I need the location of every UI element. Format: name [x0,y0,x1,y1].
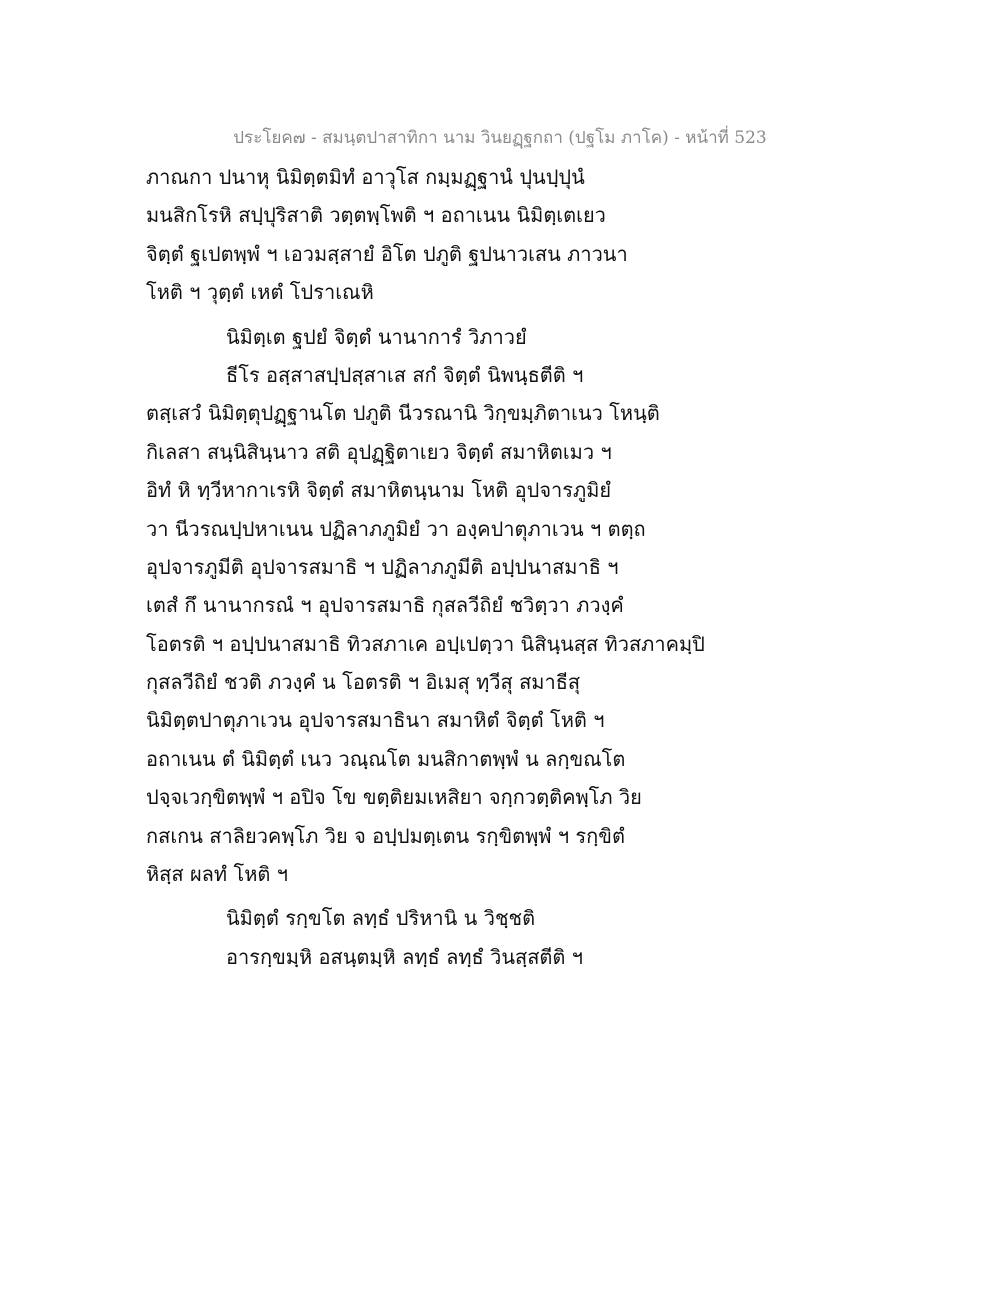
text-line: มนสิกโรหิ สปฺปุริสาติ วตฺตพฺโพติ ฯ อถาเนน นิมิตฺเตเยว [146,203,606,228]
running-header: ประโยค๗ - สมนฺตปาสาทิกา นาม วินยฏฺฐกถา (ปฐโม ภาโค) - หน้าที่ 523 [233,128,767,148]
text-line: โอตรติ ฯ อปฺปนาสมาธิ ทิวสภาเค อปฺเปตฺวา นิสินฺนสฺส ทิวสภาคมฺปิ [146,631,705,656]
text-line: เตสํ กึ นานากรณํ ฯ อุปจารสมาธิ กุสลวีถิยํ ชวิตฺวา ภวงฺคํ [146,593,624,618]
text-line: อถาเนน ตํ นิมิตฺตํ เนว วณฺณโต มนสิกาตพฺพํ น ลกฺขณโต [146,746,626,771]
text-line: นิมิตฺตปาตุภาเวน อุปจารสมาธินา สมาหิตํ จิตฺตํ โหติ ฯ [146,708,605,733]
text-line: วา นีวรณปฺปหาเนน ปฏิลาภภูมิยํ วา องฺคปาตุภาเวน ฯ ตตฺถ [146,516,646,541]
text-line: อิทํ หิ ทฺวีหากาเรหิ จิตฺตํ สมาหิตนฺนาม โหติ อุปจารภูมิยํ [146,478,612,503]
text-line: หิสฺส ผลทํ โหติ ฯ [146,862,288,887]
text-line: ภาณกา ปนาหุ นิมิตฺตมิทํ อาวุโส กมฺมฏฺฐานํ ปุนปฺปุนํ [146,165,585,189]
verse-line: ธีโร อสฺสาสปฺปสฺสาเส สกํ จิตฺตํ นิพนฺธตีติ ฯ [226,362,584,387]
text-line: กุสลวีถิยํ ชวติ ภวงฺคํ น โอตรติ ฯ อิเมสุ ทฺวีสุ สมาธีสุ [146,670,581,695]
verse-line: นิมิตฺเต ฐปยํ จิตฺตํ นานาการํ วิภาวยํ [226,324,527,349]
text-line: จิตฺตํ ฐเปตพฺพํ ฯ เอวมสฺสายํ อิโต ปภูติ ฐปนาวเสน ภาวนา [146,241,628,266]
text-line: ปจฺจเวกฺขิตพฺพํ ฯ อปิจ โข ขตฺติยมเหสิยา จกฺกวตฺติคพฺโภ วิย [146,785,642,810]
text-line: กสเกน สาลิยวคพฺโภ วิย จ อปฺปมตฺเตน รกฺขิตพฺพํ ฯ รกฺขิตํ [146,823,625,848]
verse-line: นิมิตฺตํ รกฺขโต ลทฺธํ ปริหานิ น วิชฺชติ [226,906,536,931]
text-line: กิเลสา สนฺนิสินฺนาว สติ อุปฏฺฐิตาเยว จิตฺตํ สมาหิตเมว ฯ [146,439,612,464]
text-line: โหติ ฯ วุตฺตํ เหตํ โปราเณหิ [146,280,374,305]
text-line: อุปจารภูมีติ อุปจารสมาธิ ฯ ปฏิลาภภูมีติ อปฺปนาสมาธิ ฯ [146,554,619,579]
body-text [146,158,866,976]
text-line: ตสฺเสวํ นิมิตฺตุปฏฺฐานโต ปภูติ นีวรณานิ วิกฺขมฺภิตาเนว โหนฺติ [146,401,660,426]
verse-line: อารกฺขมฺหิ อสนฺตมฺหิ ลทฺธํ ลทฺธํ วินสฺสตีติ ฯ [226,944,583,969]
